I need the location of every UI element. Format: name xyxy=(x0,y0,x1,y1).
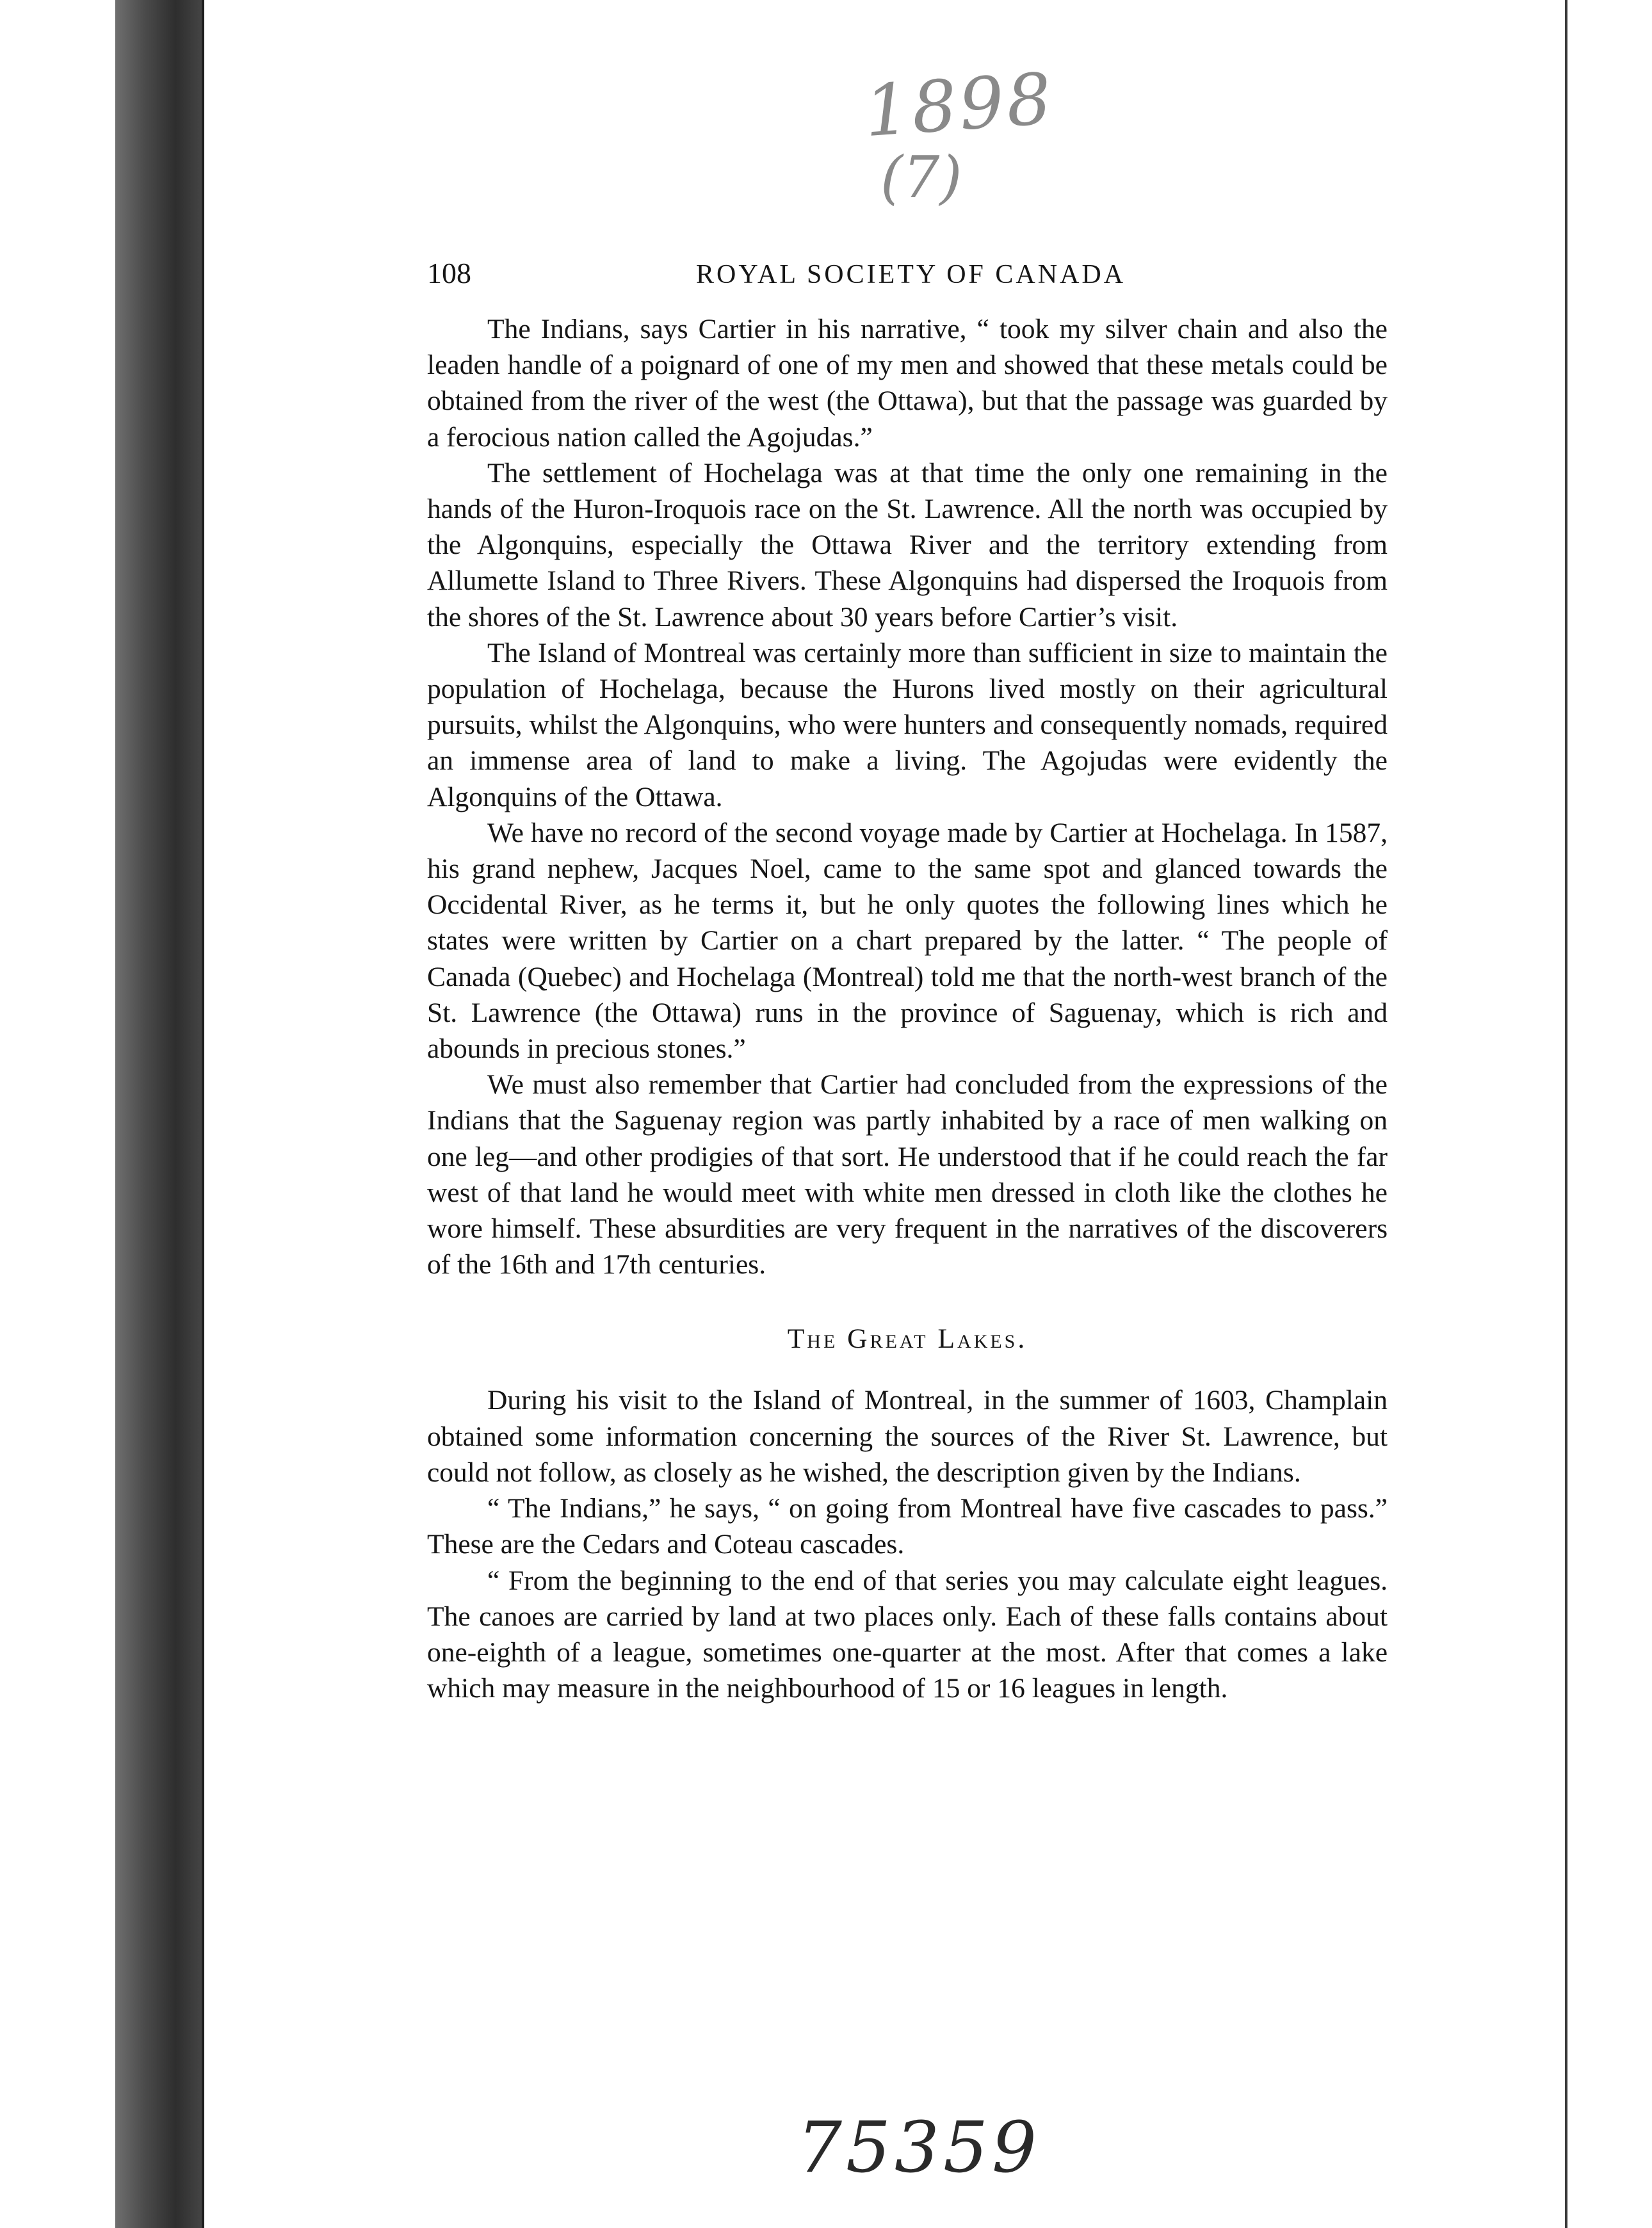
paragraph: We must also remember that Cartier had concluded from the expressions of the Indians that the Saguenay region was partly inhabited by a race of men walking on one leg—and other prodigies of that sort. He understood that if he could reach the far west of that land he would meet with white men dressed in cloth like the clothes he wore himself. These absurdities are very frequent in the narratives of the discoverers of the 16th and 17th centuries. xyxy=(427,1069,1388,1280)
paragraph: The Indians, says Cartier in his narrative, “ took my silver chain and also the leaden handle of a poignard of one of my men and showed that these metals could be obtained from the river of the west (the Ottawa), but that the passage was guarded by a ferocious nation called the Agojudas.” xyxy=(427,314,1388,453)
journal-title: ROYAL SOCIETY OF CANADA xyxy=(696,260,1126,289)
paragraph: “ From the beginning to the end of that series you may calculate eight leagues. The canoes are carried by land at two places only. Each of these falls contains about one-eighth of a league, sometimes one-quarter at the most. After that comes a lake which may measure in the neighbourhood of 15 or 16 leagues in length. xyxy=(427,1565,1388,1704)
page-number: 108 xyxy=(427,257,471,289)
paragraph: The Island of Montreal was certainly more than sufficient in size to maintain the population of Hochelaga, because the Hurons lived mostly on their agricultural pursuits, whilst the Algonquins, who were hunters and consequently nomads, required an immense area of land to make a living. The Agojudas were evidently the Algonquins of the Ottawa. xyxy=(427,637,1388,812)
page-body xyxy=(427,256,1388,1706)
paragraph: During his visit to the Island of Montreal, in the summer of 1603, Champlain obtained some information concerning the sources of the River St. Lawrence, but could not follow, as closely as he wished, the description given by the Indians. xyxy=(427,1385,1388,1488)
paragraph: We have no record of the second voyage made by Cartier at Hochelaga. In 1587, his grand nephew, Jacques Noel, came to the same spot and glanced towards the Occidental River, as he terms it, but he only quotes the following lines which he states were written by Cartier on a chart prepared by the latter. “ The people of Canada (Quebec) and Hochelaga (Montreal) told me that the north-west branch of the St. Lawrence (the Ottawa) runs in the province of Saguenay, which is rich and abounds in precious stones.” xyxy=(427,817,1388,1065)
handwritten-year-note: 1898 xyxy=(861,57,1057,153)
paragraph: “ The Indians,” he says, “ on going from Montreal have five cascades to pass.” These are the Cedars and Coteau cascades. xyxy=(427,1493,1388,1560)
section-heading-text: The Great Lakes. xyxy=(787,1323,1028,1355)
page-edge-right xyxy=(1565,0,1567,2228)
handwritten-volume-note: (7) xyxy=(880,144,962,211)
page-edge-left xyxy=(202,0,204,2228)
paragraph: The settlement of Hochelaga was at that time the only one remaining in the hands of the Huron-Iroquois race on the St. Lawrence. All the north was occupied by the Algonquins, especially the Ottawa River and the territory extending from Allumette Island to Three Rivers. These Algonquins had dispersed the Iroquois from the shores of the St. Lawrence about 30 years before Cartier’s visit. xyxy=(427,457,1388,633)
handwritten-catalog-number: 75359 xyxy=(797,2106,1041,2188)
section-heading xyxy=(427,1321,1388,1357)
running-head xyxy=(427,256,1388,305)
binding-shadow xyxy=(115,0,202,2228)
